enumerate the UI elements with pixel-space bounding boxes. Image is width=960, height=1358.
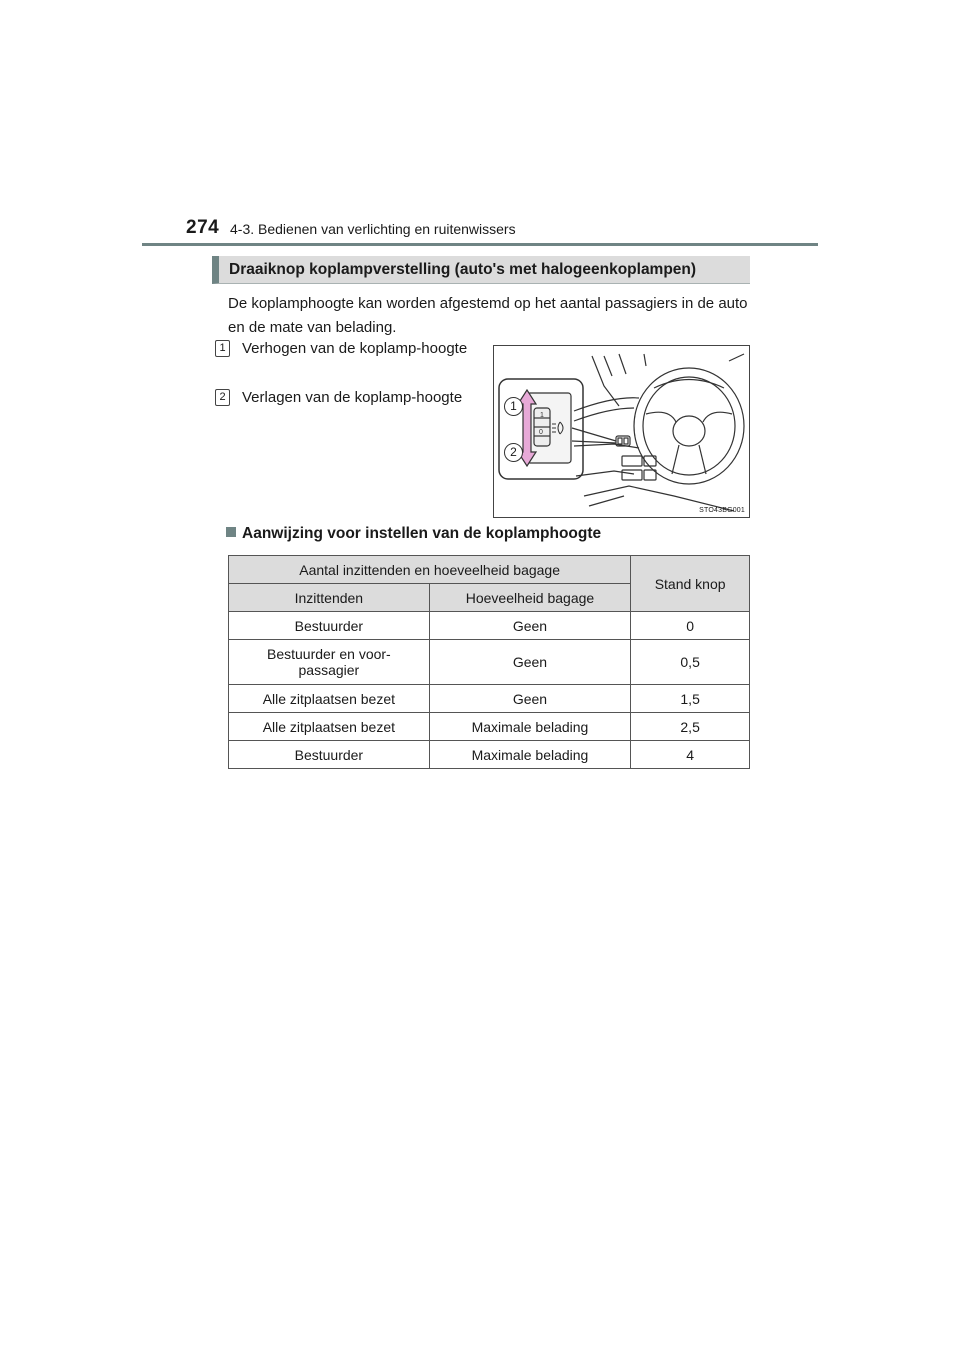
table-subheader-occupants: Inzittenden — [229, 584, 430, 612]
table-cell: 0 — [631, 612, 750, 640]
table-cell: 0,5 — [631, 640, 750, 685]
figure-code: STO43BG001 — [699, 507, 745, 514]
svg-text:1: 1 — [540, 412, 544, 419]
figure-callout-2: 2 — [504, 443, 523, 462]
note-heading — [226, 525, 601, 543]
step-1-text: Verhogen van de koplamp-hoogte — [242, 340, 468, 357]
chapter-title: 4-3. Bedienen van verlichting en ruitenwissers — [230, 221, 516, 237]
step-2-text: Verlagen van de koplamp-hoogte — [242, 389, 463, 406]
step-2-number-icon: 2 — [215, 389, 230, 406]
table-cell: Maximale belading — [429, 713, 631, 741]
table-cell: Maximale belading — [429, 741, 631, 769]
table-row — [229, 640, 750, 685]
headlight-leveling-figure — [493, 345, 750, 518]
table-cell: Geen — [429, 612, 631, 640]
table-header-row — [229, 556, 750, 584]
table-row — [229, 612, 750, 640]
table-position-header: Stand knop — [631, 556, 750, 612]
table-cell: 2,5 — [631, 713, 750, 741]
table-cell: Geen — [429, 640, 631, 685]
section-title-bar — [212, 256, 750, 284]
table-cell: Bestuurder — [229, 612, 430, 640]
step-1-number-icon: 1 — [215, 340, 230, 357]
table-group-header: Aantal inzittenden en hoeveelheid bagage — [229, 556, 631, 584]
header-rule — [142, 243, 818, 246]
intro-paragraph: De koplamphoogte kan worden afgestemd op het aantal passagiers in de auto en de mate van belading. — [228, 295, 748, 336]
table-cell: Alle zitplaatsen bezet — [229, 713, 430, 741]
section-title: Draaiknop koplampverstelling (auto's met halogeenkoplampen) — [229, 261, 697, 278]
table-row — [229, 713, 750, 741]
headlight-level-table — [228, 555, 750, 769]
table-cell: Bestuurder — [229, 741, 430, 769]
svg-text:0: 0 — [539, 429, 543, 436]
table-row — [229, 685, 750, 713]
table-row — [229, 741, 750, 769]
page-number: 274 — [186, 217, 220, 238]
note-square-icon — [226, 527, 236, 537]
table-cell: Alle zitplaatsen bezet — [229, 685, 430, 713]
table-subheader-luggage: Hoeveelheid bagage — [429, 584, 631, 612]
table-cell: Bestuurder en voor-passagier — [229, 640, 430, 685]
table-cell: 1,5 — [631, 685, 750, 713]
dashboard-illustration — [494, 346, 749, 517]
table-cell: 4 — [631, 741, 750, 769]
table-cell: Geen — [429, 685, 631, 713]
figure-callout-1: 1 — [504, 397, 523, 416]
note-heading-text: Aanwijzing voor instellen van de koplamphoogte — [242, 525, 602, 542]
